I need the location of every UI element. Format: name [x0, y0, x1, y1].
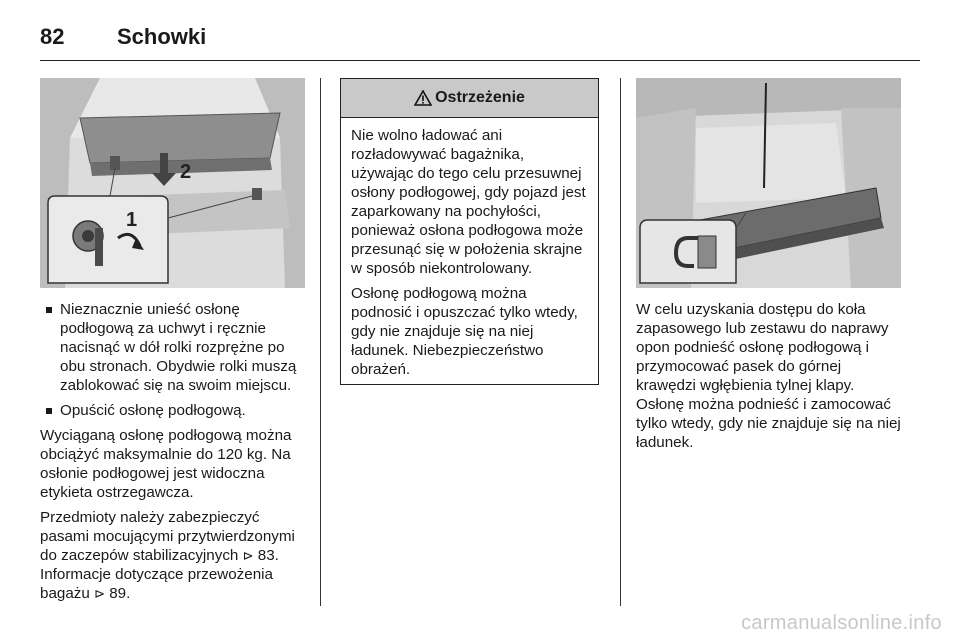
- bullet-item: Nieznacznie unieść osłonę podłogową za uchwyt i ręcznie nacisnąć w dół rolki rozprężne po obu stronach. Obydwie rolki muszą zablokować się na swoim miejscu.: [40, 300, 308, 395]
- warning-header: [341, 79, 598, 118]
- page-reference-link[interactable]: 83: [257, 547, 275, 564]
- callout-1: 1: [126, 209, 138, 231]
- page-reference-link[interactable]: 89: [109, 585, 127, 602]
- cross-reference-icon: ⊳: [94, 586, 105, 601]
- warning-title: Ostrzeżenie: [435, 89, 525, 106]
- column-divider-right: [620, 78, 621, 606]
- figure-raised-floor-cover: [636, 78, 901, 288]
- securing-items-paragraph: Przedmioty należy zabezpieczyć pasami mocującymi przytwierdzonymi do zaczepów stabilizacyjnych ⊳ 83. Informacje dotyczące przewożenia bagażu ⊳ 89.: [40, 509, 295, 602]
- warning-triangle-icon: [414, 90, 432, 106]
- callout-2: 2: [180, 161, 192, 183]
- load-capacity-paragraph: Wyciąganą osłonę podłogową można obciążyć maksymalnie do 120 kg. Na osłonie podłogowej jest widoczna etykieta ostrzegawcza.: [40, 427, 292, 501]
- watermark: carmanualsonline.info: [741, 612, 942, 634]
- bullet-square-icon: [46, 307, 52, 313]
- bullet-square-icon: [46, 408, 52, 414]
- warning-paragraph: Osłonę podłogową można podnosić i opuszczać tylko wtedy, gdy nie znajduje się na niej ładunek. Niebezpieczeństwo obrażeń.: [351, 285, 578, 378]
- right-column: [636, 300, 904, 458]
- header-rule: [40, 60, 920, 61]
- warning-box: [340, 78, 599, 385]
- cross-reference-icon: ⊳: [242, 548, 254, 563]
- page-title: Schowki: [117, 24, 207, 49]
- column-divider-left: [320, 78, 321, 606]
- spare-wheel-access-paragraph: W celu uzyskania dostępu do koła zapasowego lub zestawu do naprawy opon podnieść osłonę podłogową i przymocować pasek do górnej krawędzi wgłębienia tylnej klapy. Osłonę można podnieść i zamocować tylko wtedy, gdy nie znajduje się na niej ładunek.: [636, 301, 901, 451]
- warning-paragraph: Nie wolno ładować ani rozładowywać bagażnika, używając do tego celu przesuwnej osłony podłogowej, gdy pojazd jest zaparkowany na pochyłości, ponieważ osłona podłogowa może przesunąć się w położenia skrajne w sposób niekontrolowany.: [351, 127, 586, 277]
- left-column: [40, 300, 308, 609]
- page-number: 82: [40, 24, 65, 49]
- figure-floor-cover-rollers: [40, 78, 305, 288]
- bullet-item: Opuścić osłonę podłogową.: [40, 401, 308, 420]
- page-header: [40, 10, 920, 62]
- warning-body: [341, 118, 598, 379]
